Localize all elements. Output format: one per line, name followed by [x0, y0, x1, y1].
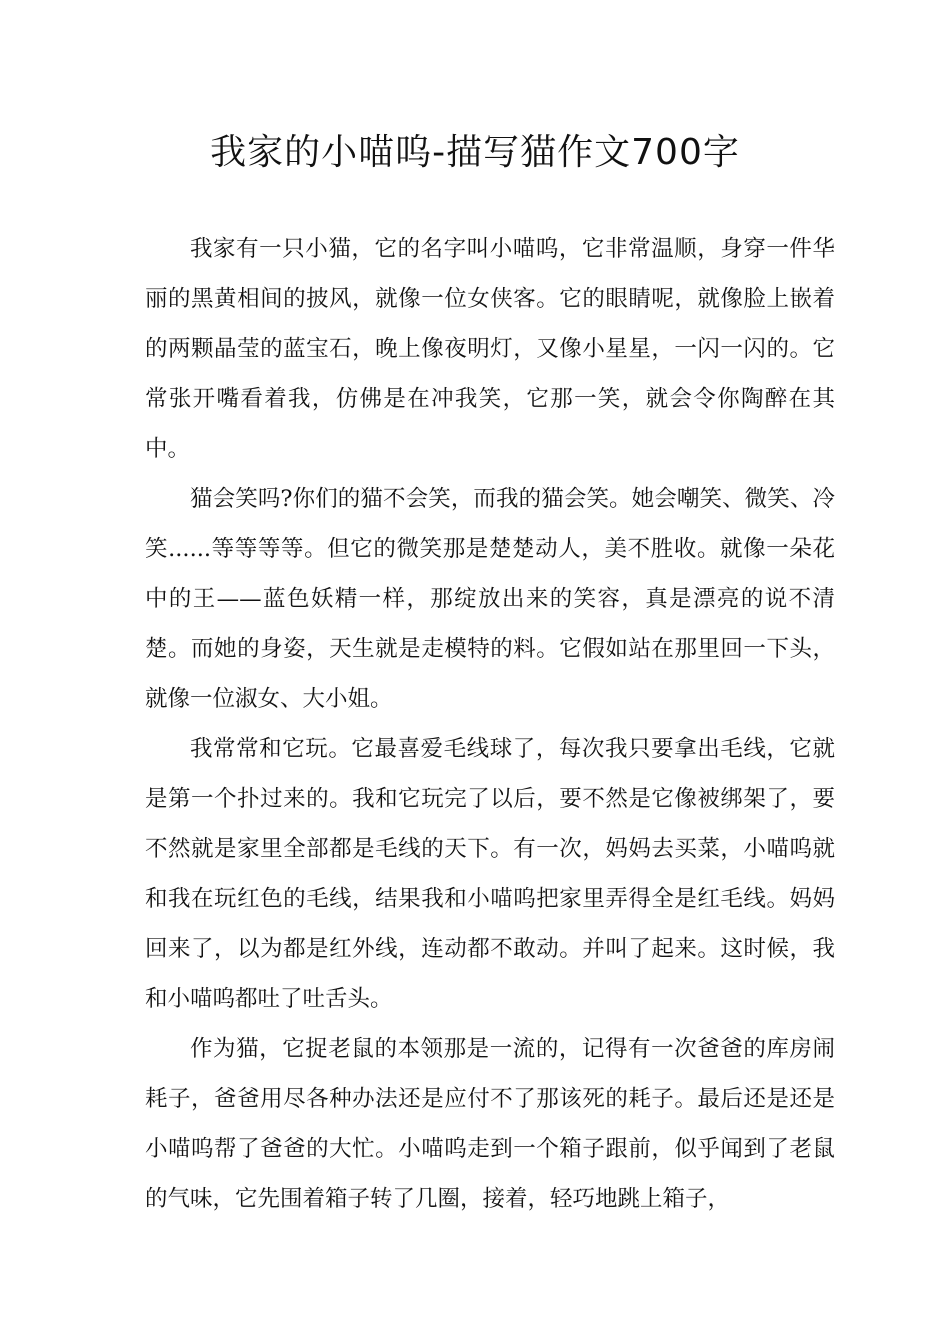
paragraph-1: 我家有一只小猫，它的名字叫小喵呜，它非常温顺，身穿一件华丽的黑黄相间的披风，就像一位女侠客。它的眼睛呢，就像脸上嵌着的两颗晶莹的蓝宝石，晚上像夜明灯，又像小星星，一闪一闪的。它常张开嘴看着我，仿佛是在冲我笑，它那一笑，就会令你陶醉在其中。 [145, 236, 835, 462]
paragraph-3: 我常常和它玩。它最喜爱毛线球了，每次我只要拿出毛线，它就是第一个扑过来的。我和它玩完了以后，要不然是它像被绑架了，要不然就是家里全部都是毛线的天下。有一次，妈妈去买菜，小喵呜就和我在玩红色的毛线，结果我和小喵呜把家里弄得全是红毛线。妈妈回来了，以为都是红外线，连动都不敢动。并叫了起来。这时候，我和小喵呜都吐了吐舌头。 [145, 736, 835, 1012]
document-body [145, 224, 835, 1224]
paragraph-4: 作为猫，它捉老鼠的本领那是一流的，记得有一次爸爸的库房闹耗子，爸爸用尽各种办法还是应付不了那该死的耗子。最后还是还是小喵呜帮了爸爸的大忙。小喵呜走到一个箱子跟前，似乎闻到了老鼠的气味，它先围着箱子转了几圈，接着，轻巧地跳上箱子， [145, 1036, 835, 1212]
document-title: 我家的小喵呜-描写猫作文700字 [210, 132, 740, 173]
paragraph-2: 猫会笑吗?你们的猫不会笑，而我的猫会笑。她会嘲笑、微笑、冷笑......等等等等。但它的微笑那是楚楚动人，美不胜收。就像一朵花中的王——蓝色妖精一样，那绽放出来的笑容，真是漂亮的说不清楚。而她的身姿，天生就是走模特的料。它假如站在那里回一下头，就像一位淑女、大小姐。 [145, 486, 835, 712]
